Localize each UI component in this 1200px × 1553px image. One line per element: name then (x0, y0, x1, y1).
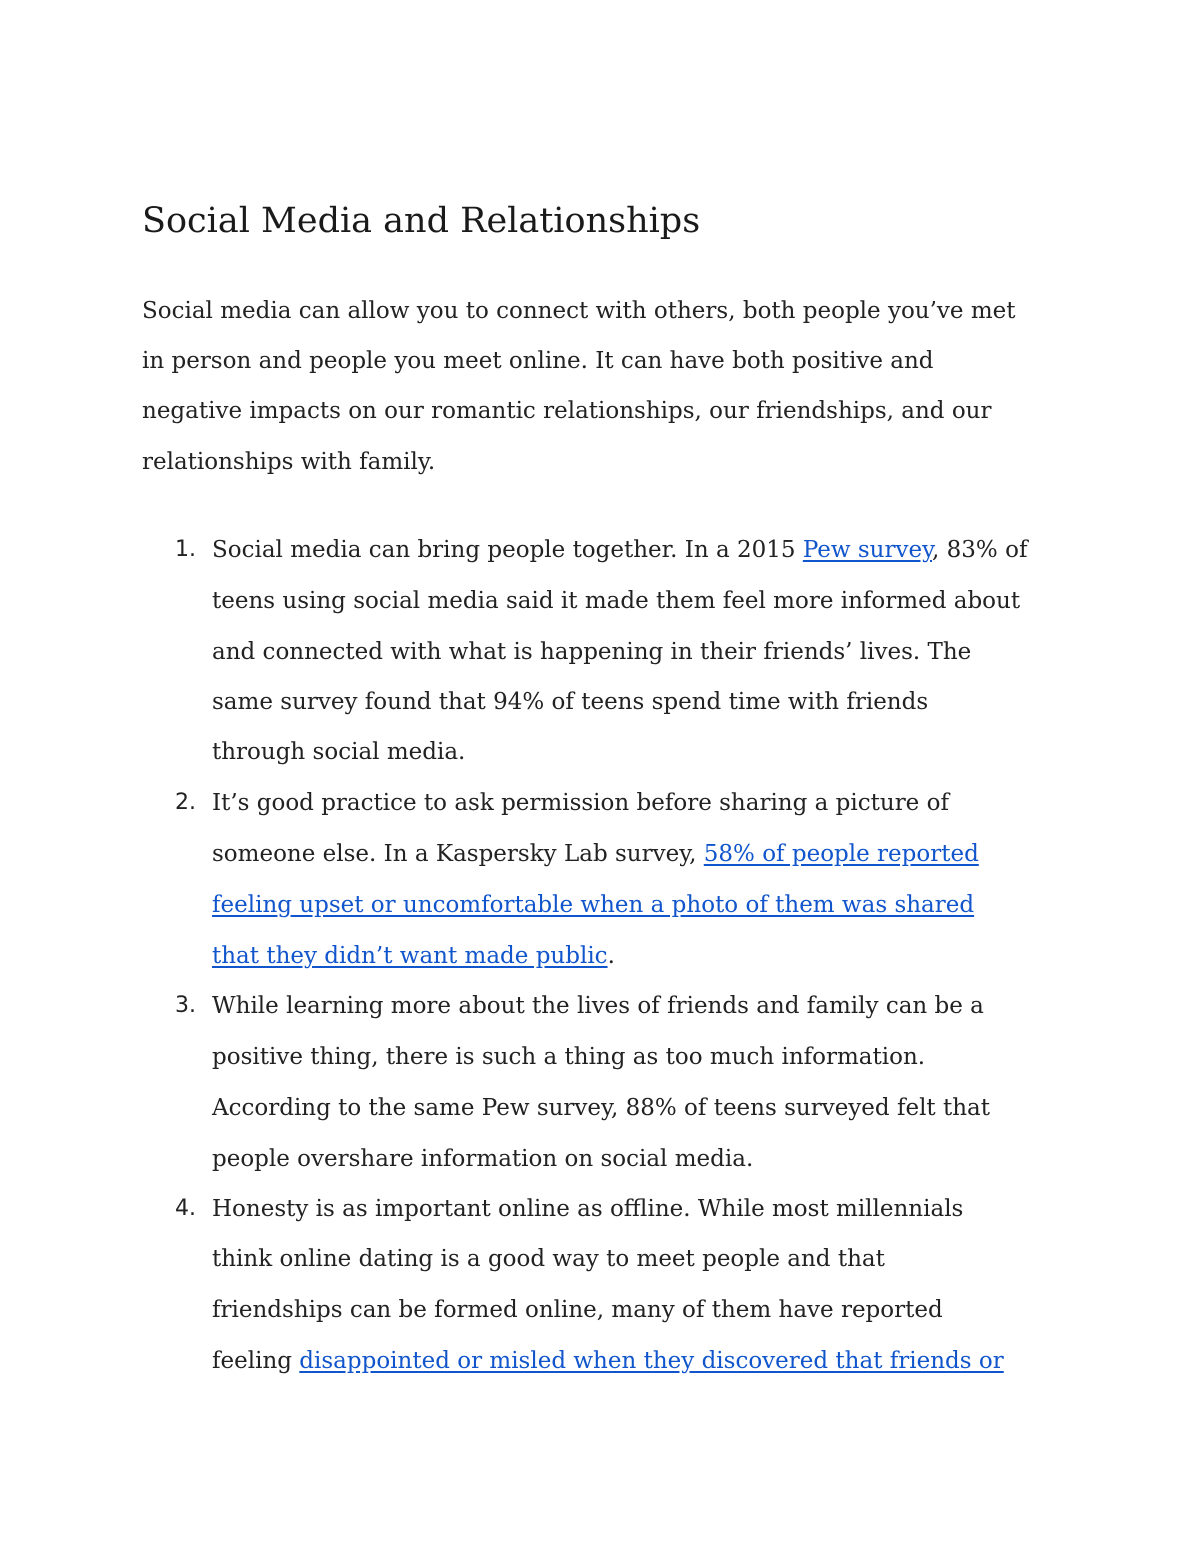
list-item-text: . (607, 943, 615, 969)
intro-line: Social media can allow you to connect with others, both people you’ve met (142, 298, 1016, 324)
list-item-line (212, 829, 979, 879)
list-item-line: same survey found that 94% of teens spend time with friends (212, 689, 929, 715)
list-item-line: positive thing, there is such a thing as too much information. (212, 1044, 926, 1070)
intro-line: in person and people you meet online. It can have both positive and (142, 348, 934, 374)
list-item-line: think online dating is a good way to meet people and that (212, 1246, 885, 1272)
list-item-line: According to the same Pew survey, 88% of teens surveyed felt that (212, 1095, 990, 1121)
list-item-line (212, 1336, 1004, 1386)
list-item-line: While learning more about the lives of friends and family can be a (212, 993, 984, 1019)
pew-survey-link[interactable]: Pew survey (802, 537, 933, 563)
intro-line: relationships with family. (142, 449, 436, 475)
list-number: 3. (175, 993, 196, 1018)
list-item-line: It’s good practice to ask permission before sharing a picture of (212, 790, 949, 816)
list-item-line (212, 525, 1027, 575)
page-title: Social Media and Relationships (142, 201, 701, 241)
list-number: 1. (175, 537, 196, 562)
list-number: 2. (175, 790, 196, 815)
list-item-line: and connected with what is happening in their friends’ lives. The (212, 639, 972, 665)
list-item-text: , 83% of (932, 537, 1028, 563)
list-item-text: Social media can bring people together. In a 2015 (212, 537, 803, 563)
kaspersky-survey-link[interactable]: that they didn’t want made public (212, 943, 608, 969)
list-item-line: through social media. (212, 739, 466, 765)
list-item-line (212, 931, 615, 981)
list-item-line: Honesty is as important online as offline. While most millennials (212, 1196, 964, 1222)
intro-line: negative impacts on our romantic relationships, our friendships, and our (142, 398, 992, 424)
list-item-line: teens using social media said it made them feel more informed about (212, 588, 1021, 614)
list-item-line (212, 880, 974, 930)
list-item-line: friendships can be formed online, many of them have reported (212, 1297, 943, 1323)
list-number: 4. (175, 1196, 196, 1221)
list-item-line: people overshare information on social media. (212, 1146, 754, 1172)
online-dating-link[interactable]: disappointed or misled when they discovered that friends or (299, 1348, 1004, 1374)
kaspersky-survey-link[interactable]: feeling upset or uncomfortable when a photo of them was shared (212, 892, 975, 918)
list-item-text: feeling (212, 1348, 300, 1374)
list-item-text: someone else. In a Kaspersky Lab survey, (212, 841, 704, 867)
kaspersky-survey-link[interactable]: 58% of people reported (703, 841, 979, 867)
